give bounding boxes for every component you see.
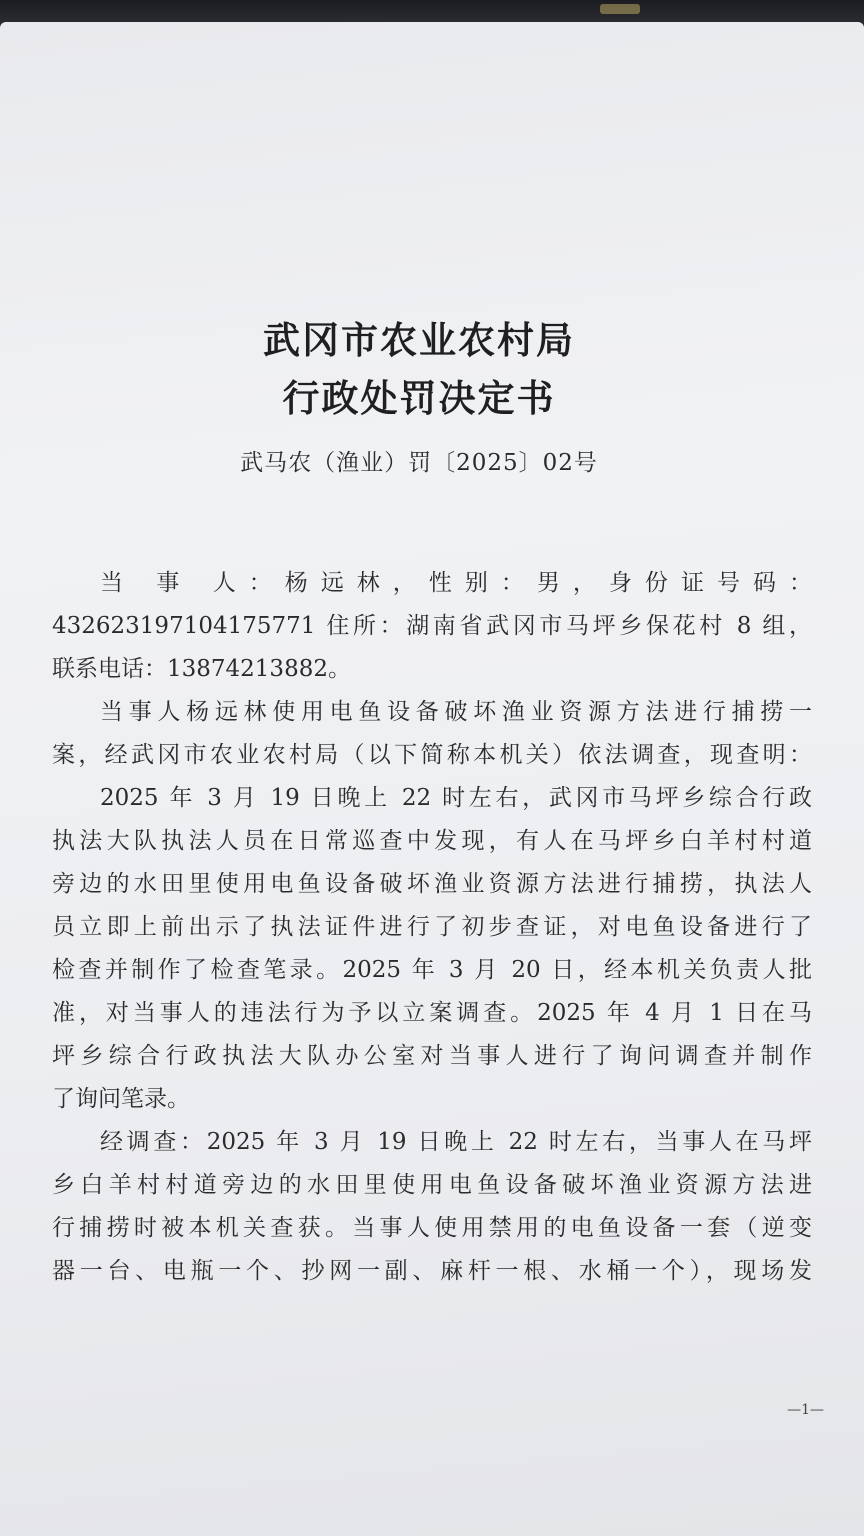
document-number: 武马农（渔业）罚〔2025〕02号 — [240, 450, 598, 476]
body-line: 乡白羊村村道旁边的水田里使用电鱼设备破坏渔业资源方法进 — [52, 1172, 812, 1198]
body-line: 案，经武冈市农业农村局（以下简称本机关）依法调查，现查明： — [52, 742, 812, 768]
body-line: 旁边的水田里使用电鱼设备破坏渔业资源方法进行捕捞，执法人 — [52, 871, 812, 897]
document-title-agency: 武冈市农业农村局 — [263, 319, 575, 362]
background-light — [600, 4, 640, 14]
body-line: 当 事 人：杨远林，性别：男，身份证号码： — [100, 570, 812, 596]
document-title-type: 行政处罚决定书 — [282, 377, 556, 420]
document-page — [0, 22, 864, 1536]
document-body — [52, 562, 812, 1293]
body-line: 2025 年 3 月 19 日晚上 22 时左右，武冈市马坪乡综合行政 — [100, 785, 812, 811]
body-line: 检查并制作了检查笔录。2025 年 3 月 20 日，经本机关负责人批 — [52, 957, 812, 983]
body-line: 行捕捞时被本机关查获。当事人使用禁用的电鱼设备一套（逆变 — [52, 1215, 812, 1241]
body-line: 联系电话：13874213882。 — [52, 656, 351, 682]
body-line: 经调查：2025 年 3 月 19 日晚上 22 时左右，当事人在马坪 — [100, 1129, 812, 1155]
body-line: 执法大队执法人员在日常巡查中发现，有人在马坪乡白羊村村道 — [52, 828, 812, 854]
body-line: 了询问笔录。 — [52, 1086, 190, 1112]
page-number: —1— — [787, 1402, 824, 1418]
body-line: 器一台、电瓶一个、抄网一副、麻杆一根、水桶一个），现场发 — [52, 1258, 812, 1284]
body-line: 员立即上前出示了执法证件进行了初步查证，对电鱼设备进行了 — [52, 914, 812, 940]
body-line: 当事人杨远林使用电鱼设备破坏渔业资源方法进行捕捞一 — [100, 699, 812, 725]
body-line: 准，对当事人的违法行为予以立案调查。2025 年 4 月 1 日在马 — [52, 1000, 812, 1026]
body-line: 432623197104175771 住所：湖南省武冈市马坪乡保花村 8 组， — [52, 613, 812, 639]
body-line: 坪乡综合行政执法大队办公室对当事人进行了询问调查并制作 — [52, 1043, 812, 1069]
